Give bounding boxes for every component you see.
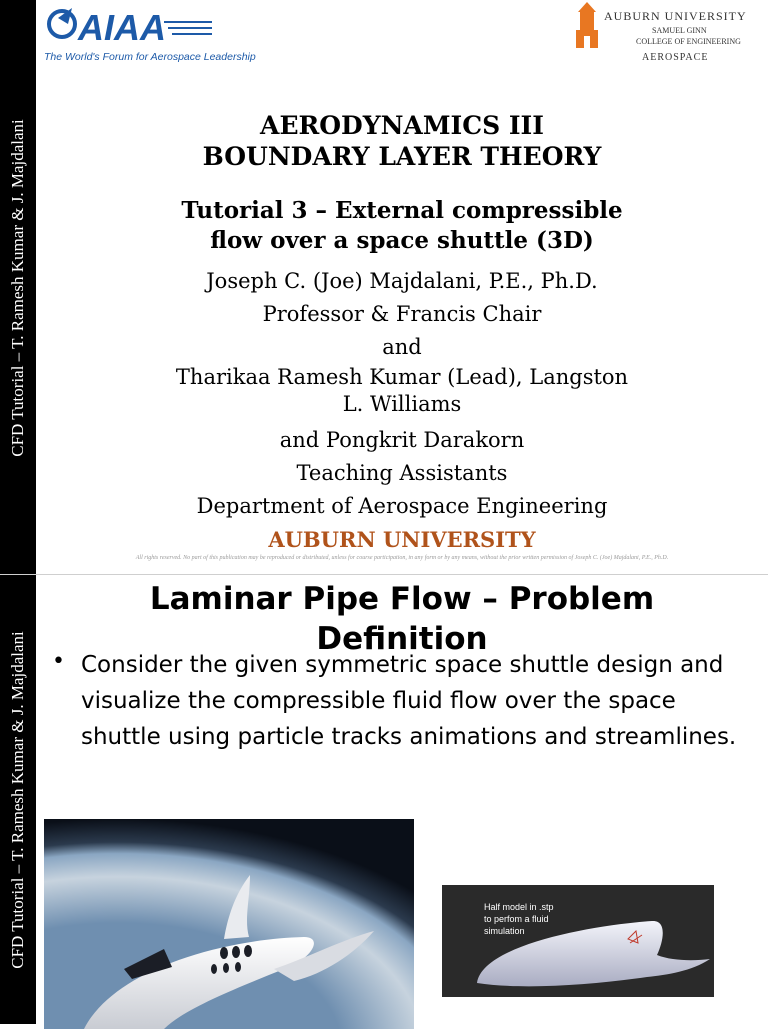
auburn-logo-line3: COLLEGE OF ENGINEERING [636,37,741,46]
author-lead-line1: Tharikaa Ramesh Kumar (Lead), Langston [175,365,629,389]
author-primary: Joseph C. (Joe) Majdalani, P.E., Ph.D. [206,269,598,293]
tutorial-title-line1: Tutorial 3 – External compressible [181,197,623,224]
slide-sidebar [0,575,36,1024]
university-name: AUBURN UNIVERSITY [268,527,536,552]
department: Department of Aerospace Engineering [196,494,608,518]
auburn-logo [574,2,759,62]
bullet-text: Consider the given symmetric space shuttle design and visualize the compressible fluid flow over the space shuttle using particle tracks animations and streamlines. [81,652,737,750]
slide-title-line2: Definition [316,621,488,657]
auburn-logo-line1: AUBURN UNIVERSITY [604,9,747,23]
tutorial-title [36,196,768,256]
author-assistant-role: Teaching Assistants [296,461,508,485]
auburn-logo-line4: AEROSPACE [642,52,709,63]
author-block [36,265,768,523]
caption-line2: to perfom a fluid [484,914,549,924]
course-title-line1: AERODYNAMICS III [260,111,544,140]
course-title [36,110,768,172]
caption-line3: simulation [484,926,525,936]
author-assistant: and Pongkrit Darakorn [279,428,525,452]
sidebar-text: CFD Tutorial – T. Ramesh Kumar & J. Majdalani [8,630,27,969]
problem-slide [0,575,768,1024]
copyright-notice: All rights reserved. No part of this publication may be reproduced or distributed, unless for course participation, in any form or by any means, without the prior written permission of Joseph C. (Joe) Majdalani, P.E., Ph.D. [135,555,669,561]
tutorial-title-line2: flow over a space shuttle (3D) [210,227,594,254]
half-model-caption [484,901,594,937]
course-title-line2: BOUNDARY LAYER THEORY [202,142,602,171]
aiaa-logo-name: AIAA [78,7,166,48]
aiaa-logo-tagline: The World's Forum for Aerospace Leadership [44,51,256,63]
slide-sidebar [0,0,36,575]
aiaa-logo [44,2,256,64]
bullet-icon: • [52,649,65,674]
author-primary-role: Professor & Francis Chair [262,302,542,326]
caption-line1: Half model in .stp [484,902,554,912]
half-model-image [442,885,714,997]
slide-title-line1: Laminar Pipe Flow – Problem [149,581,655,617]
sidebar-text: CFD Tutorial – T. Ramesh Kumar & J. Majdalani [8,118,27,457]
author-and: and [382,335,422,359]
author-lead-line2: L. Williams [342,392,462,416]
space-shuttle-image [44,819,414,1029]
auburn-logo-line2: SAMUEL GINN [652,26,707,35]
